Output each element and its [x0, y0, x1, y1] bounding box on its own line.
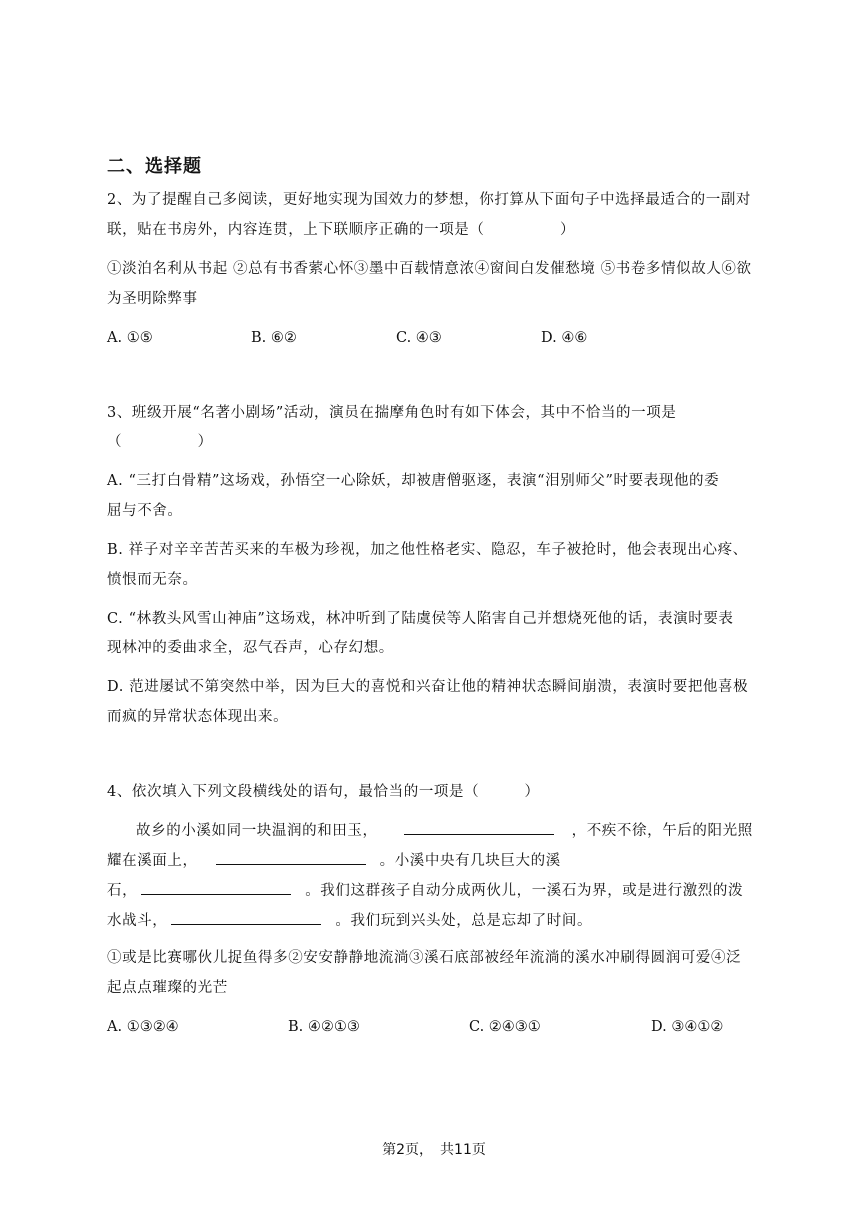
- q2-items-line-2: 为圣明除弊事: [107, 291, 198, 307]
- q4-passage-text: ，不疾不徐，午后的阳光照: [571, 823, 753, 839]
- q4-passage-line-3: [107, 880, 743, 901]
- q3-option-b-line-1[interactable]: B. 祥子对辛辛苦苦买来的车极为珍视，加之他性格老实、隐忍，车子被抢时，他会表现出心疼、: [107, 542, 748, 558]
- q4-passage-line-2: [107, 850, 561, 871]
- q3-option-b-line-2[interactable]: 愤恨而无奈。: [107, 572, 198, 588]
- q4-option-c[interactable]: C. ②④③①: [469, 1019, 541, 1035]
- q4-passage-text: 水战斗，: [107, 913, 168, 929]
- q2-stem-line-1: 2、为了提醒自己多阅读，更好地实现为国效力的梦想，你打算从下面句子中选择最适合的一副对: [107, 192, 752, 208]
- q4-blank-4[interactable]: [171, 910, 321, 925]
- q4-passage-line-1: [136, 820, 753, 841]
- q2-option-b[interactable]: B. ⑥②: [251, 330, 297, 346]
- page-footer: 第2页， 共11页: [382, 1142, 486, 1158]
- section-title: 二、选择题: [107, 156, 202, 177]
- q4-blank-1[interactable]: [404, 820, 554, 835]
- q4-items-line-1: ①或是比赛哪伙儿捉鱼得多②安安静静地流淌③溪石底部被经年流淌的溪水冲刷得圆润可爱④泛: [107, 950, 742, 966]
- q4-stem: 4、依次填入下列文段横线处的语句，最恰当的一项是（ ）: [107, 784, 540, 800]
- q4-blank-2[interactable]: [216, 850, 366, 865]
- q4-passage-text: 石，: [107, 883, 138, 899]
- q3-option-d-line-1[interactable]: D. 范进屡试不第突然中举，因为巨大的喜悦和兴奋让他的精神状态瞬间崩溃，表演时要把他喜极: [107, 679, 749, 695]
- q3-option-d-line-2[interactable]: 而疯的异常状态体现出来。: [107, 709, 289, 725]
- q4-option-b[interactable]: B. ④②①③: [288, 1019, 360, 1035]
- q3-option-c-line-2[interactable]: 现林冲的委曲求全，忍气吞声，心存幻想。: [107, 640, 394, 656]
- q4-option-d[interactable]: D. ③④①②: [651, 1019, 724, 1035]
- q2-stem-line-2: 联，贴在书房外，内容连贯，上下联顺序正确的一项是（ ）: [107, 222, 576, 238]
- q4-option-a[interactable]: A. ①③②④: [107, 1019, 179, 1035]
- q4-passage-text: 。我们玩到兴头处，总是忘却了时间。: [335, 913, 593, 929]
- q4-passage-text: 。小溪中央有几块巨大的溪: [379, 853, 561, 869]
- q3-stem-line-1: 3、班级开展“名著小剧场”活动，演员在揣摩角色时有如下体会，其中不恰当的一项是: [107, 405, 677, 421]
- q4-passage-line-4: [107, 910, 592, 931]
- q4-blank-3[interactable]: [141, 880, 291, 895]
- q3-stem-line-2: （ ）: [107, 434, 213, 450]
- q3-option-c-line-1[interactable]: C. “林教头风雪山神庙”这场戏，林冲听到了陆虞侯等人陷害自己并想烧死他的话，表演时要表: [107, 611, 734, 627]
- q2-option-c[interactable]: C. ④③: [396, 330, 442, 346]
- q2-option-a[interactable]: A. ①⑤: [107, 330, 153, 346]
- q4-items-line-2: 起点点璀璨的光芒: [107, 980, 228, 996]
- q3-option-a-line-1[interactable]: A. “三打白骨精”这场戏，孙悟空一心除妖，却被唐僧驱逐，表演“泪别师父”时要表现他的委: [107, 473, 720, 489]
- q2-option-d[interactable]: D. ④⑥: [541, 330, 588, 346]
- q4-passage-text: 耀在溪面上，: [107, 853, 198, 869]
- q4-passage-text: 故乡的小溪如同一块温润的和田玉，: [136, 823, 378, 839]
- q3-option-a-line-2[interactable]: 屈与不舍。: [107, 503, 183, 519]
- q2-items-line-1: ①淡泊名利从书起 ②总有书香萦心怀③墨中百载情意浓④窗间白发催愁境 ⑤书卷多情似故人⑥欲: [107, 261, 752, 277]
- q4-passage-text: 。我们这群孩子自动分成两伙儿，一溪石为界，或是进行激烈的泼: [305, 883, 744, 899]
